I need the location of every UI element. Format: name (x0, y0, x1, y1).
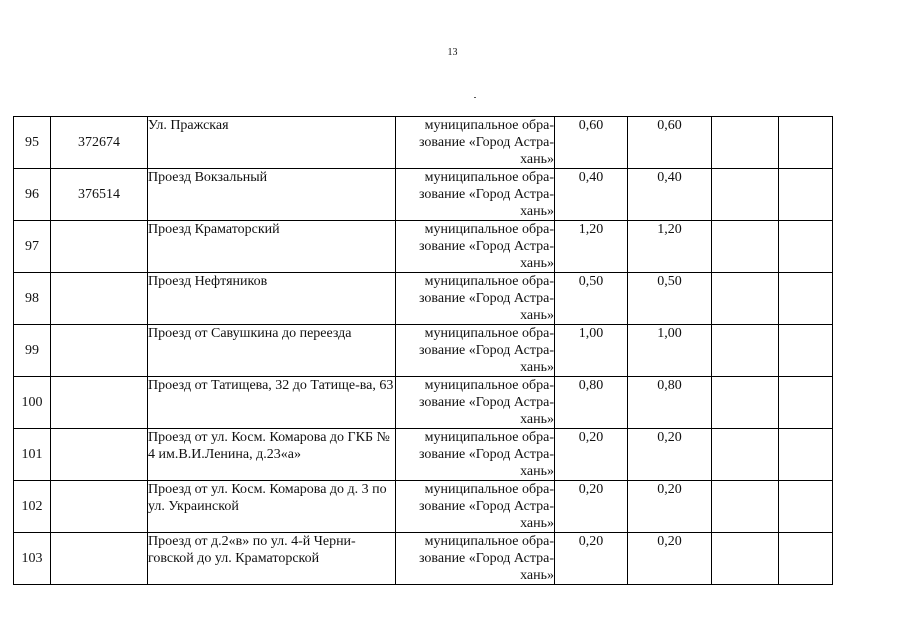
owner-cell: муниципальное обра-зование «Город Астра-хань» (396, 221, 555, 273)
empty-cell (779, 221, 833, 273)
row-number-cell: 101 (14, 429, 51, 481)
length-total-cell: 0,20 (555, 429, 628, 481)
length-total-cell: 0,40 (555, 169, 628, 221)
row-number-cell: 100 (14, 377, 51, 429)
roads-table (13, 116, 833, 585)
row-number-cell: 97 (14, 221, 51, 273)
road-name-cell: Ул. Пражская (148, 117, 396, 169)
road-name-cell: Проезд Вокзальный (148, 169, 396, 221)
road-name-cell: Проезд от д.2«в» по ул. 4-й Черни-говской до ул. Краматорской (148, 533, 396, 585)
empty-cell (779, 325, 833, 377)
length-total-cell: 0,50 (555, 273, 628, 325)
road-code-cell: 372674 (51, 117, 148, 169)
length-total-cell: 0,20 (555, 481, 628, 533)
length-total-cell: 0,60 (555, 117, 628, 169)
road-name-cell: Проезд от Савушкина до переезда (148, 325, 396, 377)
length-paved-cell: 0,60 (628, 117, 712, 169)
owner-cell: муниципальное обра-зование «Город Астра-хань» (396, 117, 555, 169)
road-code-cell (51, 481, 148, 533)
empty-cell (712, 169, 779, 221)
owner-cell: муниципальное обра-зование «Город Астра-хань» (396, 533, 555, 585)
owner-cell: муниципальное обра-зование «Город Астра-хань» (396, 429, 555, 481)
empty-cell (779, 377, 833, 429)
empty-cell (779, 481, 833, 533)
row-number-cell: 98 (14, 273, 51, 325)
row-number-cell: 102 (14, 481, 51, 533)
owner-cell: муниципальное обра-зование «Город Астра-хань» (396, 325, 555, 377)
length-total-cell: 1,00 (555, 325, 628, 377)
row-number-cell: 99 (14, 325, 51, 377)
empty-cell (712, 325, 779, 377)
owner-cell: муниципальное обра-зование «Город Астра-хань» (396, 169, 555, 221)
empty-cell (712, 273, 779, 325)
length-paved-cell: 0,20 (628, 481, 712, 533)
table-row (14, 117, 833, 169)
length-total-cell: 1,20 (555, 221, 628, 273)
road-code-cell (51, 377, 148, 429)
road-code-cell (51, 221, 148, 273)
owner-cell: муниципальное обра-зование «Город Астра-хань» (396, 273, 555, 325)
length-total-cell: 0,20 (555, 533, 628, 585)
road-code-cell (51, 533, 148, 585)
length-paved-cell: 1,20 (628, 221, 712, 273)
empty-cell (779, 533, 833, 585)
empty-cell (712, 377, 779, 429)
length-paved-cell: 0,80 (628, 377, 712, 429)
length-paved-cell: 0,20 (628, 533, 712, 585)
table-row (14, 533, 833, 585)
empty-cell (779, 273, 833, 325)
empty-cell (712, 429, 779, 481)
table-row (14, 169, 833, 221)
row-number-cell: 96 (14, 169, 51, 221)
empty-cell (779, 169, 833, 221)
empty-cell (779, 117, 833, 169)
empty-cell (712, 481, 779, 533)
road-code-cell (51, 273, 148, 325)
row-number-cell: 103 (14, 533, 51, 585)
empty-cell (712, 221, 779, 273)
empty-cell (712, 117, 779, 169)
table-row (14, 481, 833, 533)
road-name-cell: Проезд от ул. Косм. Комарова до д. 3 по ул. Украинской (148, 481, 396, 533)
road-name-cell: Проезд Нефтяников (148, 273, 396, 325)
table-body (14, 117, 833, 585)
length-paved-cell: 0,20 (628, 429, 712, 481)
road-name-cell: Проезд от ул. Косм. Комарова до ГКБ № 4 им.В.И.Ленина, д.23«а» (148, 429, 396, 481)
road-code-cell (51, 325, 148, 377)
row-number-cell: 95 (14, 117, 51, 169)
road-code-cell (51, 429, 148, 481)
owner-cell: муниципальное обра-зование «Город Астра-хань» (396, 481, 555, 533)
table-row (14, 273, 833, 325)
table-row (14, 221, 833, 273)
scan-speck (474, 97, 476, 98)
empty-cell (712, 533, 779, 585)
table-row (14, 429, 833, 481)
page-number: 13 (447, 47, 458, 58)
length-paved-cell: 0,40 (628, 169, 712, 221)
road-name-cell: Проезд от Татищева, 32 до Татище-ва, 63 (148, 377, 396, 429)
owner-cell: муниципальное обра-зование «Город Астра-хань» (396, 377, 555, 429)
length-paved-cell: 0,50 (628, 273, 712, 325)
road-code-cell: 376514 (51, 169, 148, 221)
length-paved-cell: 1,00 (628, 325, 712, 377)
length-total-cell: 0,80 (555, 377, 628, 429)
table-row (14, 377, 833, 429)
road-name-cell: Проезд Краматорский (148, 221, 396, 273)
empty-cell (779, 429, 833, 481)
table-row (14, 325, 833, 377)
